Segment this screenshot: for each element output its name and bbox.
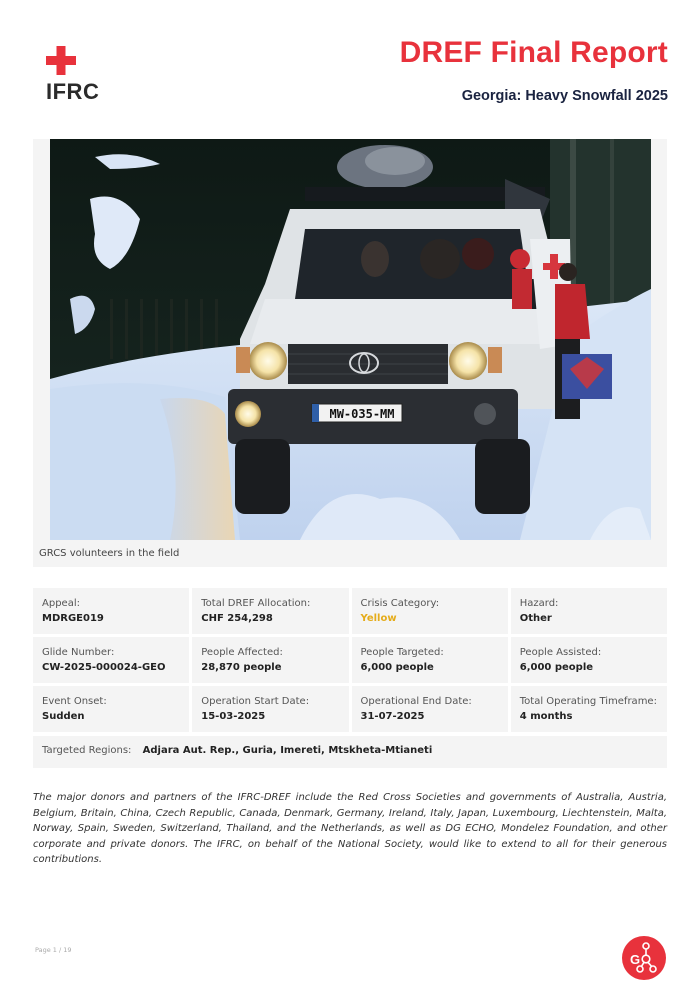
info-hazard bbox=[511, 588, 667, 634]
field-photo bbox=[50, 139, 651, 540]
info-value: CW-2025-000024-GEO bbox=[42, 662, 166, 673]
info-value: 31-07-2025 bbox=[360, 711, 425, 722]
info-label: Operational End Date: bbox=[360, 696, 472, 707]
info-value: Sudden bbox=[42, 711, 85, 722]
info-people-affected bbox=[192, 637, 348, 683]
info-label: Glide Number: bbox=[42, 647, 115, 658]
info-label: Total Operating Timeframe: bbox=[519, 696, 657, 707]
logo-text: IFRC bbox=[46, 79, 100, 104]
regions-label: Targeted Regions: bbox=[42, 745, 132, 756]
info-crisis-category bbox=[352, 588, 508, 634]
info-people-targeted bbox=[352, 637, 508, 683]
donors-acknowledgement: The major donors and partners of the IFRC-DREF include the Red Cross Societies and governments of Australia, Austria, Belgium, Britain, China, Czech Republic, Canada, Denmark, Germany, Ireland, Italy, Japan, Luxembourg, Liechtenstein, Malta, Norway, Spain, Sweden, Switzerland, Thailand, and the Netherlands, as well as DG ECHO, Mondelez Foundation, and other corporate and private donors. The IFRC, on behalf of the National Society, would like to extend to all for their generous contributions. bbox=[33, 792, 667, 865]
info-value: CHF 254,298 bbox=[201, 613, 273, 624]
info-label: People Affected: bbox=[201, 647, 283, 658]
info-operational-end-date bbox=[352, 686, 508, 732]
info-people-assisted bbox=[511, 637, 667, 683]
targeted-regions bbox=[33, 736, 667, 768]
info-value: 6,000 people bbox=[519, 662, 594, 673]
info-operation-start-date bbox=[192, 686, 348, 732]
snow-vehicle-illustration bbox=[50, 139, 651, 540]
info-label: Appeal: bbox=[42, 598, 80, 609]
info-value: MDRGE019 bbox=[42, 613, 104, 624]
red-cross-crescent-icon bbox=[46, 46, 106, 78]
ifrc-logo bbox=[46, 46, 110, 106]
photo-caption: GRCS volunteers in the field bbox=[39, 548, 180, 559]
info-total-allocation bbox=[192, 588, 348, 634]
info-label: Operation Start Date: bbox=[201, 696, 310, 707]
info-glide-number bbox=[33, 637, 189, 683]
info-value: 6,000 people bbox=[360, 662, 434, 673]
info-value: 28,870 people bbox=[201, 662, 282, 673]
info-total-timeframe bbox=[511, 686, 667, 732]
info-label: People Assisted: bbox=[519, 647, 602, 658]
operation-info-grid bbox=[33, 588, 667, 732]
report-subtitle: Georgia: Heavy Snowfall 2025 bbox=[461, 88, 668, 104]
go-letter: G bbox=[629, 952, 641, 967]
info-label: Crisis Category: bbox=[360, 598, 440, 609]
info-appeal bbox=[33, 588, 189, 634]
go-platform-icon[interactable] bbox=[622, 936, 666, 980]
info-label: Hazard: bbox=[519, 598, 559, 609]
regions-value: Adjara Aut. Rep., Guria, Imereti, Mtskheta-Mtianeti bbox=[142, 745, 433, 756]
page-number: Page 1 / 19 bbox=[35, 946, 72, 954]
crisis-category-badge: Yellow bbox=[360, 613, 397, 624]
info-value: Other bbox=[519, 613, 552, 624]
report-title: DREF Final Report bbox=[399, 36, 668, 69]
info-value: 15-03-2025 bbox=[201, 711, 266, 722]
photo-figure bbox=[33, 139, 667, 567]
info-event-onset bbox=[33, 686, 189, 732]
info-label: Event Onset: bbox=[42, 696, 107, 707]
info-label: Total DREF Allocation: bbox=[201, 598, 311, 609]
license-plate-text: MW-035-MM bbox=[329, 407, 395, 421]
info-value: 4 months bbox=[519, 711, 573, 722]
info-label: People Targeted: bbox=[360, 647, 444, 658]
